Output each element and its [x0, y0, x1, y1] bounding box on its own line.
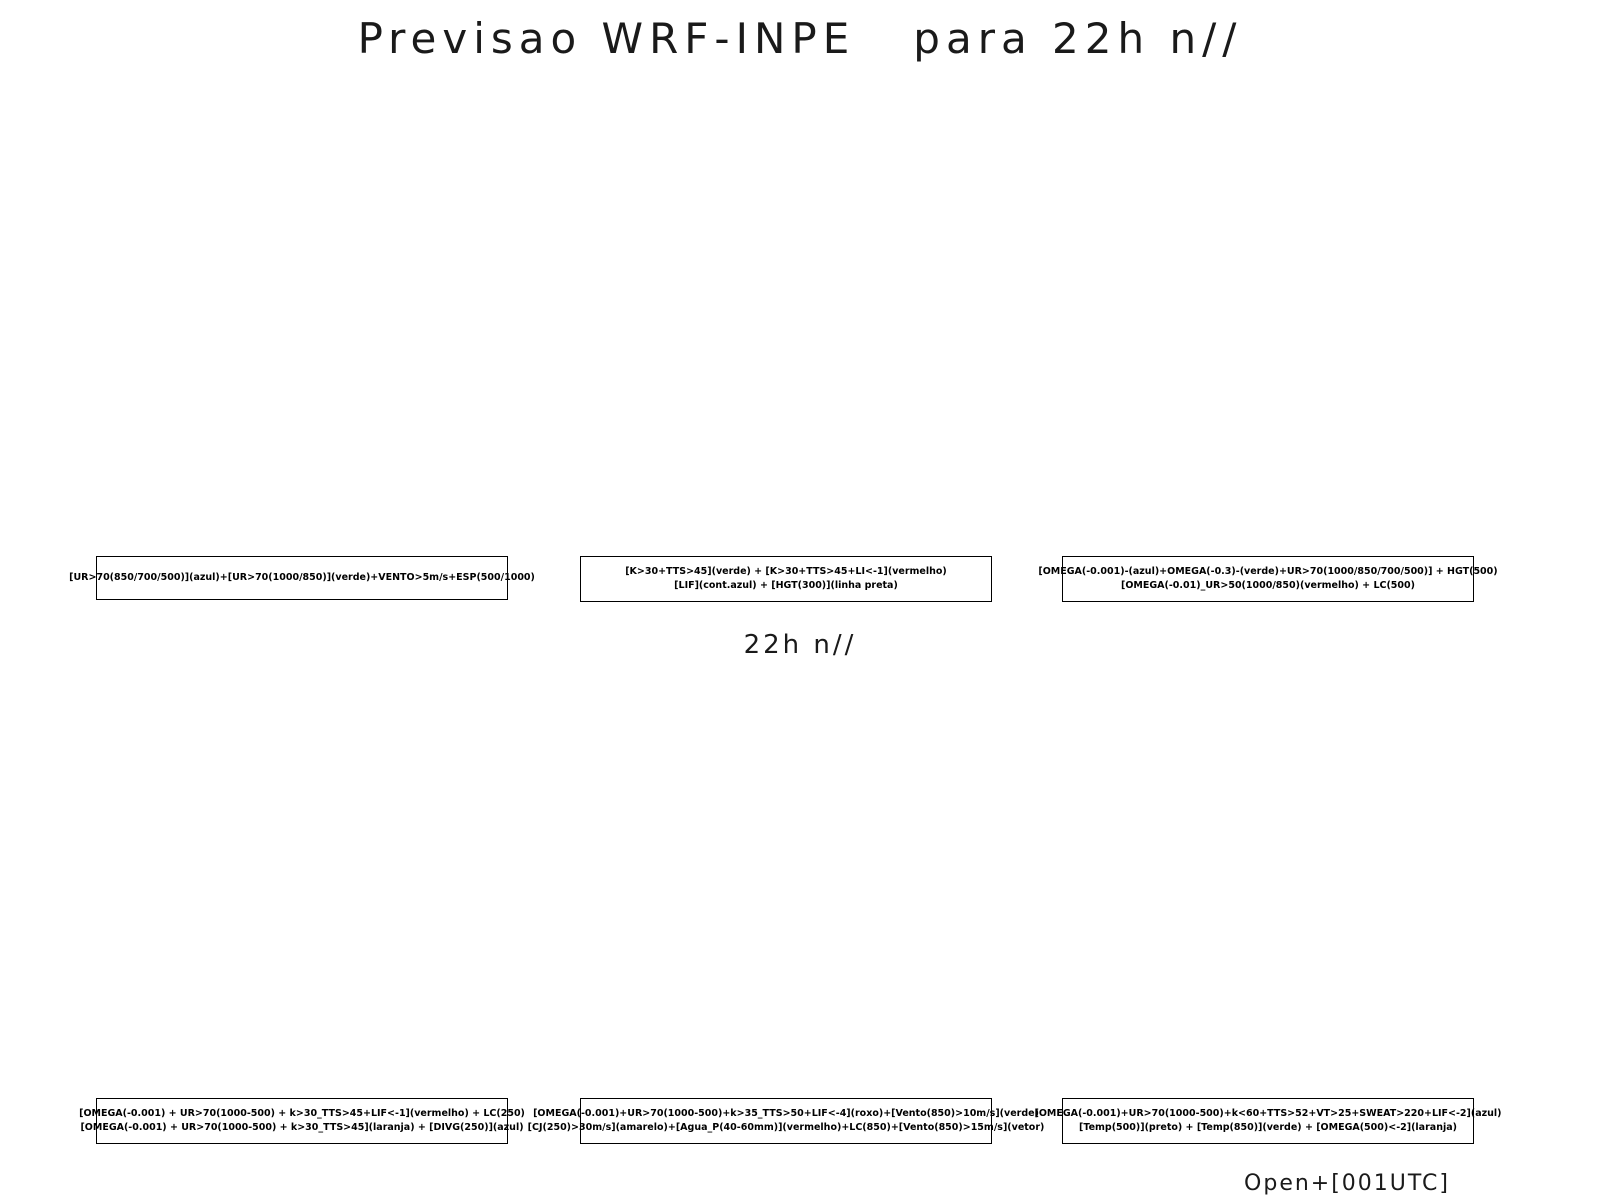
- legend-box-top-right: [1038, 556, 1498, 602]
- map-panel-top-right: [1062, 110, 1474, 550]
- legend-box-bottom-right: [1034, 1098, 1502, 1144]
- page-title: Previsao WRF-INPE para 22h n//: [357, 14, 1243, 63]
- legend-line: [OMEGA(-0.001)+UR>70(1000-500)+k<60+TTS>52+VT>25+SWEAT>220+LIF<-2](azul): [1034, 1108, 1502, 1120]
- legend-box-top-left: [69, 556, 535, 600]
- legend-line: [CJ(250)>30m/s](amarelo)+[Agua_P(40-60mm)](vermelho)+LC(850)+[Vento(850)>15m/s](vetor): [527, 1122, 1045, 1133]
- map-panel-top-mid: [580, 110, 992, 550]
- map-panel-bottom-left: [96, 676, 508, 1092]
- center-time-label: 22h n//: [743, 630, 857, 660]
- legend-box-bottom-left: [79, 1098, 525, 1144]
- legend-box-top-mid: [580, 556, 992, 602]
- map-panel-bottom-right: [1062, 676, 1474, 1092]
- legend-line: [OMEGA(-0.001) + UR>70(1000-500) + k>30_TTS>45+LIF<-1](vermelho) + LC(250): [79, 1108, 525, 1120]
- legend-line: [OMEGA(-0.001) + UR>70(1000-500) + k>30_TTS>45](laranja) + [DIVG(250)](azul): [80, 1122, 524, 1133]
- footer-run-label: Open+[001UTC]: [1244, 1171, 1450, 1196]
- map-panel-bottom-mid: [580, 676, 992, 1092]
- legend-box-bottom-mid: [527, 1098, 1045, 1144]
- legend-line: [UR>70(850/700/500)](azul)+[UR>70(1000/850)](verde)+VENTO>5m/s+ESP(500/1000): [69, 572, 535, 584]
- legend-line: [OMEGA(-0.001)-(azul)+OMEGA(-0.3)-(verde)+UR>70(1000/850/700/500)] + HGT(500): [1038, 566, 1498, 578]
- legend-line: [LIF](cont.azul) + [HGT(300)](linha preta): [674, 580, 898, 591]
- legend-line: [K>30+TTS>45](verde) + [K>30+TTS>45+LI<-1](vermelho): [625, 566, 947, 578]
- legend-line: [OMEGA(-0.01)_UR>50(1000/850)(vermelho) + LC(500): [1121, 580, 1415, 591]
- map-panel-top-left: [96, 110, 508, 550]
- legend-line: [OMEGA(-0.001)+UR>70(1000-500)+k>35_TTS>50+LIF<-4](roxo)+[Vento(850)>10m/s](verde): [533, 1108, 1039, 1120]
- legend-line: [Temp(500)](preto) + [Temp(850)](verde) + [OMEGA(500)<-2](laranja): [1079, 1122, 1457, 1133]
